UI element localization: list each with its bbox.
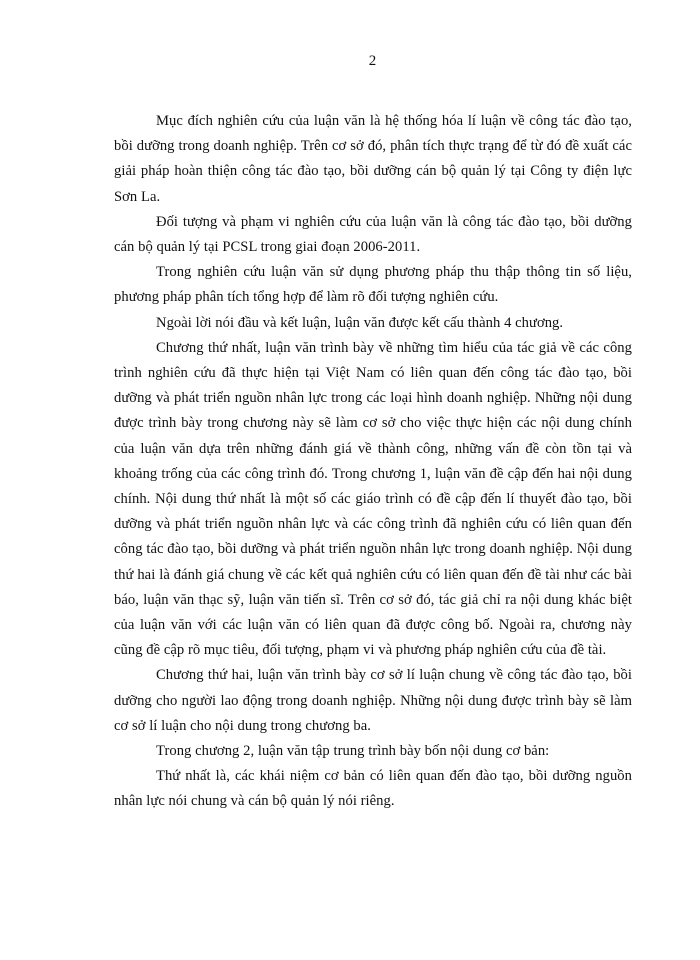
paragraph-chapter-two: Chương thứ hai, luận văn trình bày cơ sở lí luận chung về công tác đào tạo, bồi dưỡng cho người lao động trong doanh nghiệp. Những nội dung được trình bày sẽ làm cơ sở lí luận cho nội dung trong chương ba. (114, 667, 632, 734)
paragraph-first-content: Thứ nhất là, các khái niệm cơ bản có liên quan đến đào tạo, bồi dưỡng nguồn nhân lực nói chung và cán bộ quản lý nói riêng. (114, 768, 632, 810)
paragraph-scope: Đối tượng và phạm vi nghiên cứu của luận văn là công tác đào tạo, bồi dưỡng cán bộ quản lý tại PCSL trong giai đoạn 2006-2011. (114, 213, 632, 256)
page-number: 2 (368, 53, 377, 69)
body-text (114, 109, 632, 815)
paragraph-chapter-one: Chương thứ nhất, luận văn trình bày về những tìm hiểu của tác giả về các công trình nghiên cứu đã thực hiện tại Việt Nam có liên quan đến công tác đào tạo, bồi dưỡng và phát triển nguồn nhân lực trong các loại hình doanh nghiệp. Những nội dung được trình bày trong chương này sẽ làm cơ sở cho việc thực hiện các nội dung chính của luận văn dựa trên những đánh giá về thành công, những vấn đề còn tồn tại và khoảng trống của các công trình đó. Trong chương 1, luận văn đề cập đến hai nội dung chính. Nội dung thứ nhất là một số các giáo trình có đề cập đến lí thuyết đào tạo, bồi dưỡng và phát triển nguồn nhân lực và các công trình đã nghiên cứu có liên quan đến công tác đào tạo, bồi dưỡng và phát triển nguồn nhân lực trong doanh nghiệp. Nội dung thứ hai là đánh giá chung về các kết quả nghiên cứu có liên quan đến đề tài như các bài báo, luận văn thạc sỹ, luận văn tiến sĩ. Trên cơ sở đó, tác giả chỉ ra nội dung khác biệt của luận văn với các luận văn có liên quan đã được công bố. Ngoài ra, chương này cũng đề cập rõ mục tiêu, đối tượng, phạm vi và phương pháp nghiên cứu của đề tài. (114, 339, 632, 659)
paragraph-purpose: Mục đích nghiên cứu của luận văn là hệ thống hóa lí luận về công tác đào tạo, bồi dưỡng trong doanh nghiệp. Trên cơ sở đó, phân tích thực trạng để từ đó đề xuất các giải pháp hoàn thiện công tác đào tạo, bồi dưỡng cán bộ quản lý tại Công ty điện lực Sơn La. (114, 113, 632, 205)
paragraph-structure: Ngoài lời nói đầu và kết luận, luận văn được kết cấu thành 4 chương. (156, 314, 564, 331)
paragraph-methods: Trong nghiên cứu luận văn sử dụng phương pháp thu thập thông tin số liệu, phương pháp phân tích tổng hợp để làm rõ đối tượng nghiên cứu. (114, 264, 632, 306)
paragraph-chapter-two-contents: Trong chương 2, luận văn tập trung trình bày bốn nội dung cơ bản: (156, 743, 550, 760)
